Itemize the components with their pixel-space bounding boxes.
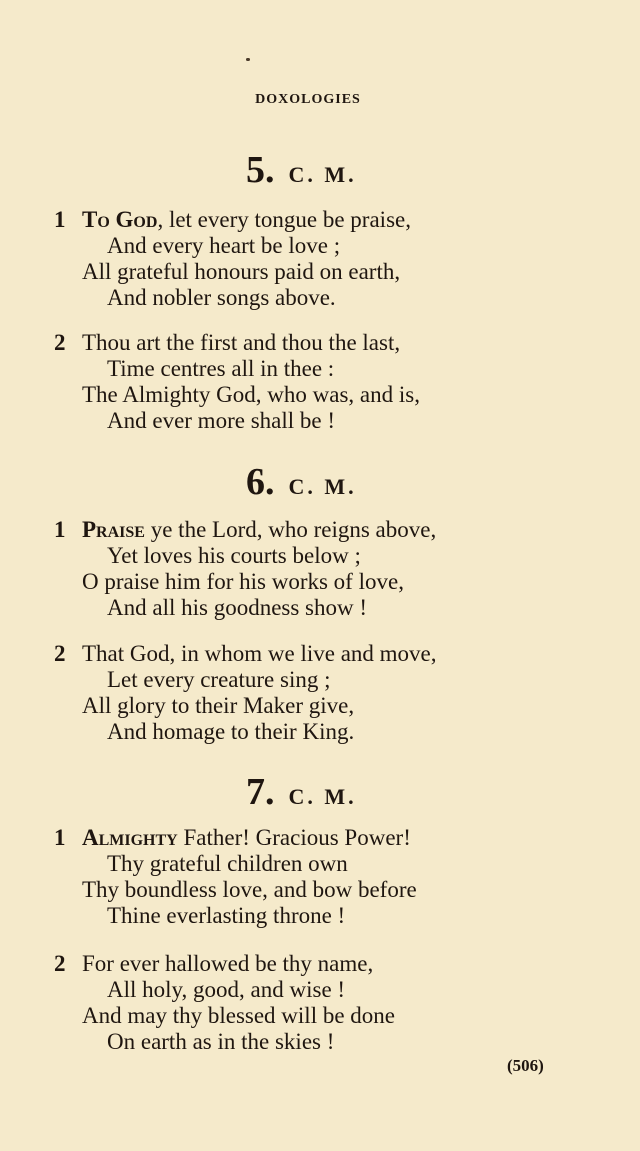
verse-line: The Almighty God, who was, and is, <box>82 382 420 407</box>
verse-line: All holy, good, and wise ! <box>107 977 346 1002</box>
verse-line: And every heart be love ; <box>107 233 341 258</box>
lead-word: Praise <box>82 517 145 542</box>
verse-line: Thy boundless love, and bow before <box>82 877 417 902</box>
verse-line: Thou art the first and thou the last, <box>82 330 401 355</box>
verse <box>0 825 640 929</box>
line-text: ye the Lord, who reigns above, <box>144 517 437 542</box>
verse-line: Thine everlasting throne ! <box>107 903 346 928</box>
verse <box>0 207 640 311</box>
verse-number: 2 <box>54 641 66 666</box>
verse-line: And homage to their King. <box>107 719 355 744</box>
hymn-meter: C. M. <box>288 162 357 187</box>
verse-line: O praise him for his works of love, <box>82 569 404 594</box>
ink-mark <box>246 58 250 61</box>
verse-line: Let every creature sing ; <box>107 667 331 692</box>
hymn-heading <box>0 150 640 190</box>
verse-number: 1 <box>54 207 66 232</box>
verse-number: 1 <box>54 825 66 850</box>
lead-word: To God <box>82 207 158 232</box>
verse-line: Thy grateful children own <box>107 851 348 876</box>
verse-line: And all his goodness show ! <box>107 595 368 620</box>
verse <box>0 517 640 621</box>
hymn-meter: C. M. <box>288 784 357 809</box>
verse-line <box>0 517 640 543</box>
lead-word: Almighty <box>82 825 178 850</box>
verse-line: On earth as in the skies ! <box>107 1029 335 1054</box>
verse-line: Time centres all in thee : <box>107 356 335 381</box>
verse-line <box>0 825 640 851</box>
verse <box>0 330 640 434</box>
verse-line: Yet loves his courts below ; <box>107 543 361 568</box>
verse-line: All glory to their Maker give, <box>82 693 355 718</box>
hymn-list <box>0 112 640 1055</box>
verse-line: And nobler songs above. <box>107 285 336 310</box>
verse-line: That God, in whom we live and move, <box>82 641 437 666</box>
verse <box>0 951 640 1055</box>
hymn-number: 6. <box>246 461 275 503</box>
verse-number: 1 <box>54 517 66 542</box>
hymn-number: 5. <box>246 149 275 191</box>
line-text: , let every tongue be praise, <box>157 207 411 232</box>
verse-number: 2 <box>54 951 66 976</box>
page-number: (506) <box>507 1056 544 1075</box>
hymn-number: 7. <box>246 771 275 813</box>
verse-line: All grateful honours paid on earth, <box>82 259 401 284</box>
verse-number: 2 <box>54 330 66 355</box>
running-head: DOXOLOGIES <box>255 92 361 107</box>
hymn-heading <box>0 462 640 502</box>
verse <box>0 641 640 745</box>
hymn-meter: C. M. <box>288 474 357 499</box>
line-text: Father! Gracious Power! <box>177 825 411 850</box>
hymn-heading <box>0 772 640 812</box>
verse-line: And may thy blessed will be done <box>82 1003 396 1028</box>
verse-line: And ever more shall be ! <box>107 408 336 433</box>
verse-line: For ever hallowed be thy name, <box>82 951 374 976</box>
verse-line <box>0 207 640 233</box>
